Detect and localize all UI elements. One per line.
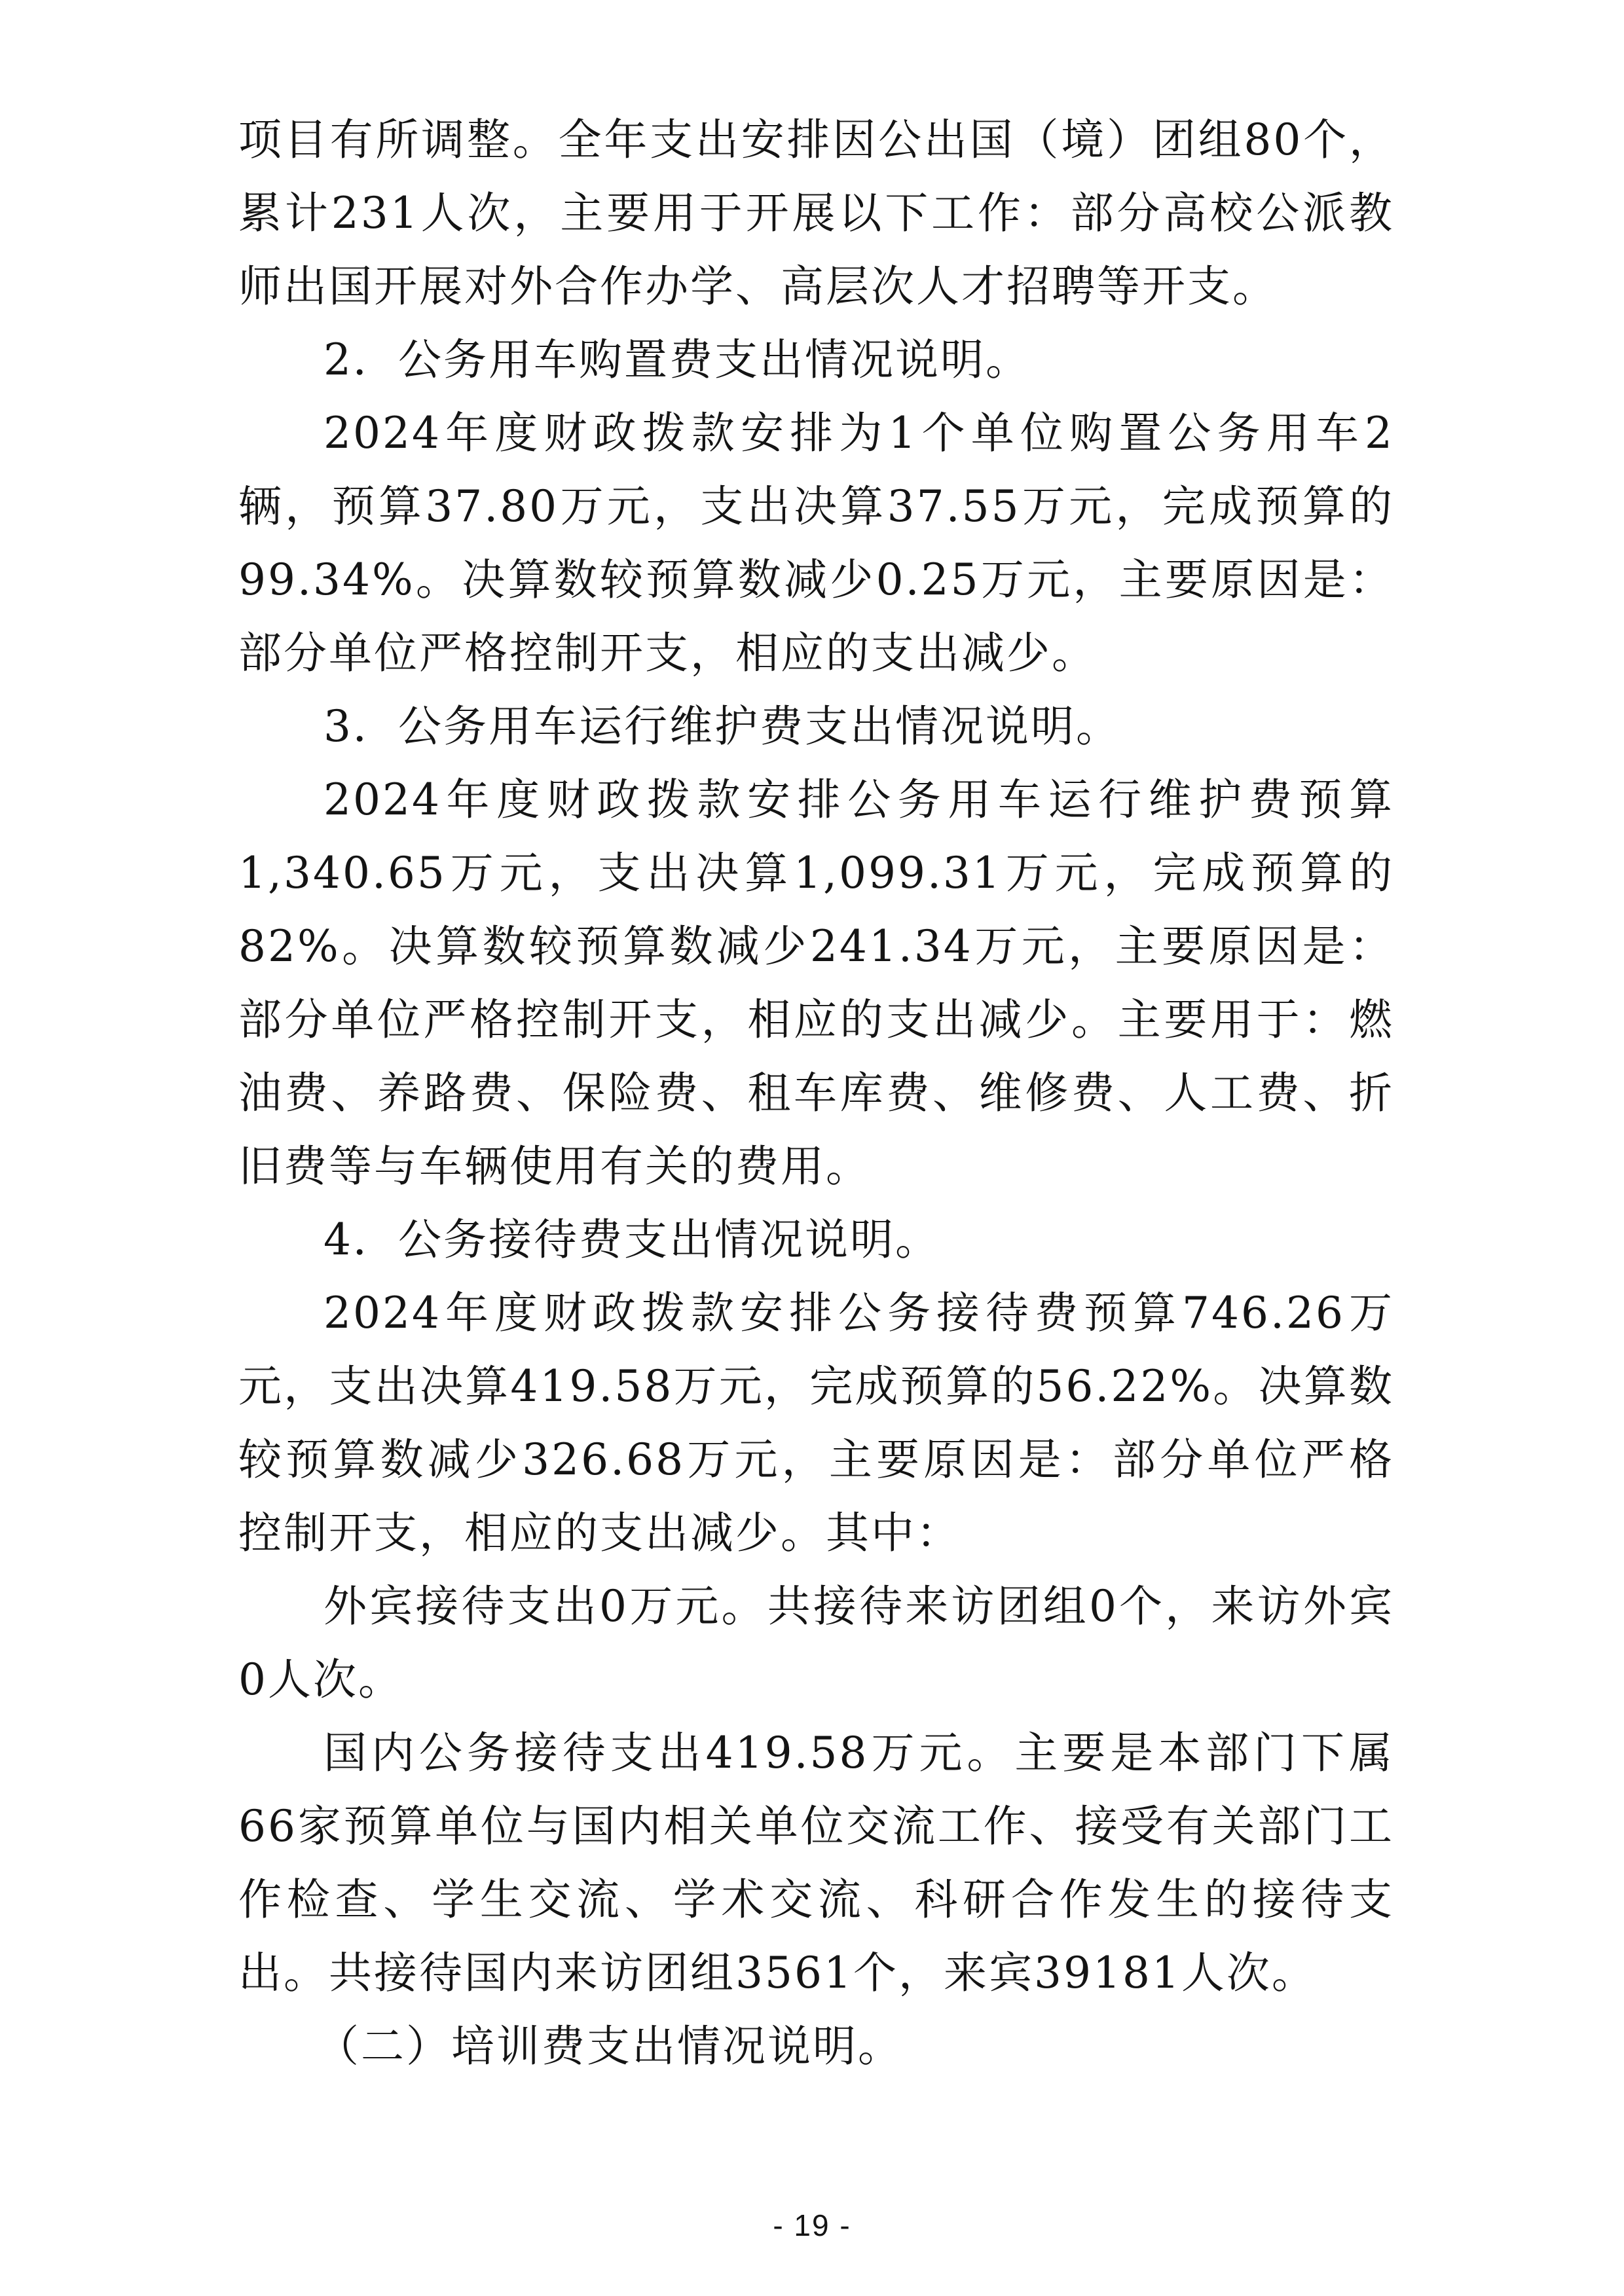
- body-paragraph-vehicle-purchase: 2024年度财政拨款安排为1个单位购置公务用车2辆，预算37.80万元，支出决算37.55万元，完成预算的99.34%。决算数较预算数减少0.25万元，主要原因是：部分单位严格控制开支，相应的支出减少。: [238, 408, 1394, 678]
- section-heading-reception: 4．公务接待费支出情况说明。: [323, 1214, 940, 1265]
- body-paragraph-reception: 2024年度财政拨款安排公务接待费预算746.26万元，支出决算419.58万元，完成预算的56.22%。决算数较预算数减少326.68万元，主要原因是：部分单位严格控制开支，相应的支出减少。其中：: [238, 1288, 1394, 1558]
- body-paragraph-continuation: 项目有所调整。全年支出安排因公出国（境）团组80个，累计231人次，主要用于开展以下工作：部分高校公派教师出国开展对外合作办学、高层次人才招聘等开支。: [238, 115, 1394, 312]
- body-paragraph-vehicle-operation: 2024年度财政拨款安排公务用车运行维护费预算1,340.65万元，支出决算1,099.31万元，完成预算的82%。决算数较预算数减少241.34万元，主要原因是：部分单位严格控制开支，相应的支出减少。主要用于：燃油费、养路费、保险费、租车库费、维修费、人工费、折旧费等与车辆使用有关的费用。: [238, 774, 1394, 1192]
- document-body: [238, 103, 1394, 2083]
- section-heading-vehicle-operation: 3．公务用车运行维护费支出情况说明。: [323, 701, 1121, 752]
- page-number: - 19 -: [773, 2208, 851, 2242]
- section-heading-vehicle-purchase: 2．公务用车购置费支出情况说明。: [323, 335, 1031, 385]
- body-paragraph-foreign-reception: 外宾接待支出0万元。共接待来访团组0个，来访外宾0人次。: [238, 1581, 1394, 1705]
- body-paragraph-domestic-reception: 国内公务接待支出419.58万元。主要是本部门下属66家预算单位与国内相关单位交流工作、接受有关部门工作检查、学生交流、学术交流、科研合作发生的接待支出。共接待国内来访团组3561个，来宾39181人次。: [238, 1728, 1394, 1998]
- section-heading-training: （二）培训费支出情况说明。: [316, 2021, 903, 2071]
